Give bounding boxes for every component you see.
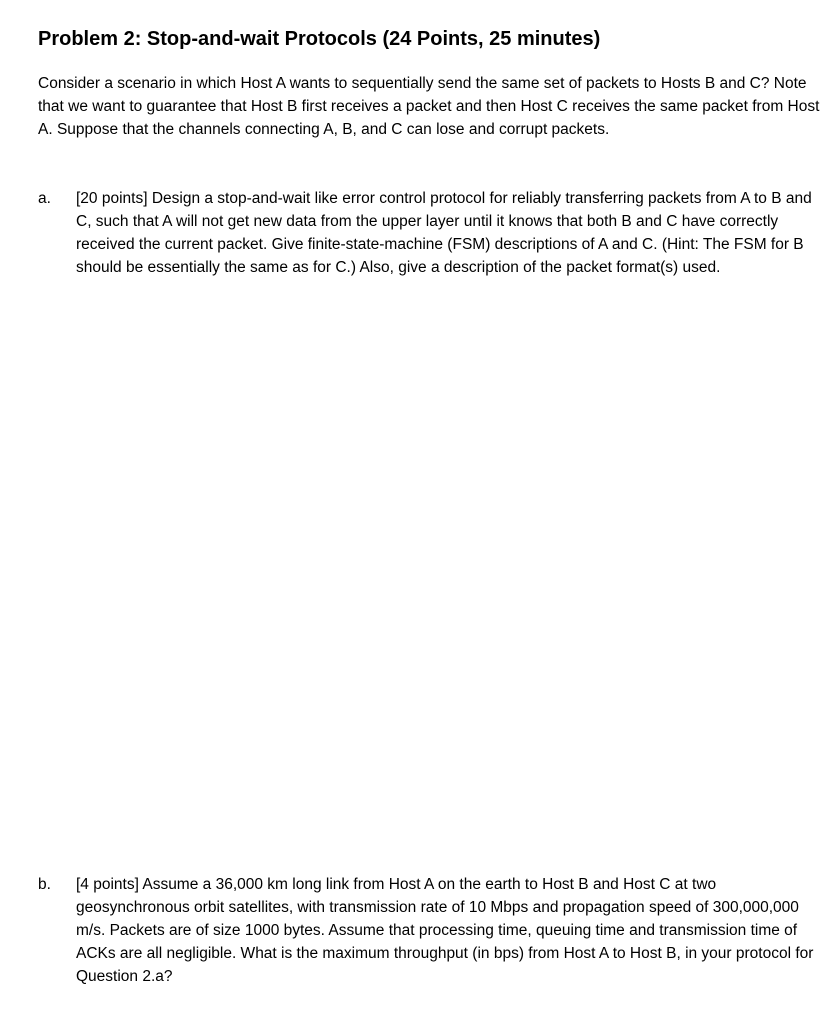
part-b-text: [4 points] Assume a 36,000 km long link from Host A on the earth to Host B and Host C at two geosynchronous orbit satellites, with transmission rate of 10 Mbps and propagation speed of 300,000,000 m/s. Packets are of size 1000 bytes. Assume that processing time, queuing time and transmission time of ACKs are all negligible. What is the maximum throughput (in bps) from Host A to Host B, in your protocol for Question 2.a?	[76, 876, 814, 985]
question-part-a	[38, 187, 823, 279]
problem-intro: Consider a scenario in which Host A wants to sequentially send the same set of packets to Hosts B and C? Note that we want to guarantee that Host B first receives a packet and then Host C receives the same packet from Host A. Suppose that the channels connecting A, B, and C can lose and corrupt packets.	[38, 75, 820, 138]
part-a-text: [20 points] Design a stop-and-wait like error control protocol for reliably transferring packets from A to B and C, such that A will not get new data from the upper layer until it knows that both B and C have correctly received the current packet. Give finite-state-machine (FSM) descriptions of A and C. (Hint: The FSM for B should be essentially the same as for C.) Also, give a description of the packet format(s) used.	[76, 190, 812, 276]
part-a-marker: a.	[38, 190, 51, 207]
part-b-marker: b.	[38, 876, 51, 893]
problem-title: Problem 2: Stop-and-wait Protocols (24 Points, 25 minutes)	[38, 28, 601, 50]
question-part-b	[38, 873, 823, 988]
